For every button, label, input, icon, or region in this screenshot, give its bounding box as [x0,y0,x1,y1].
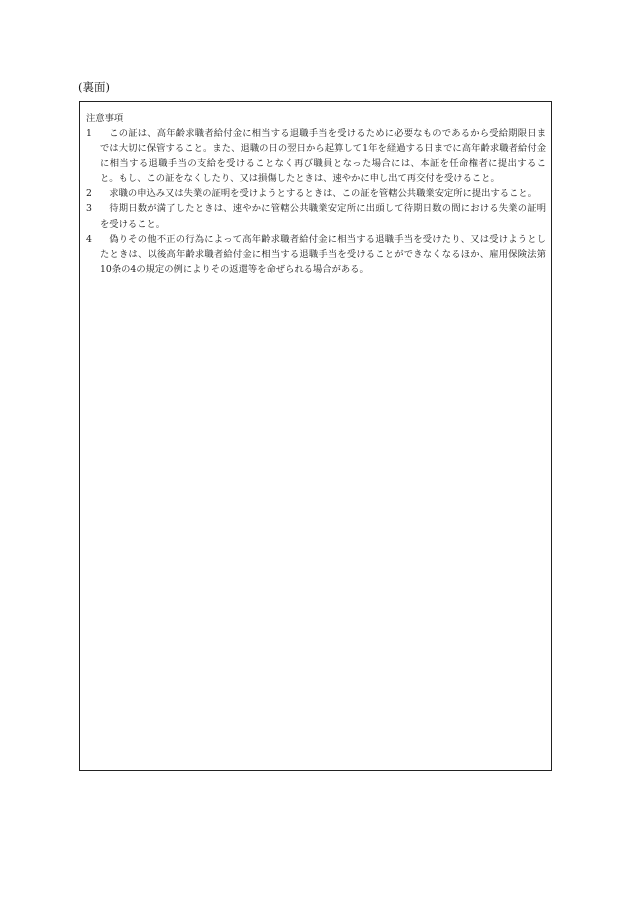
notice-item-text: 求職の申込み又は失業の証明を受けようとするときは、この証を管轄公共職業安定所に提出すること。 [109,188,537,200]
reverse-side-label: (裏面) [78,80,110,94]
notice-item-text: 偽りその他不正の行為によって高年齢求職者給付金に相当する退職手当を受けたり、又は受けようとしたときは、以後高年齢求職者給付金に相当する退職手当を受けることができなくなるほか、雇用保険法第10条の4の規定の例によりその返還等を命ぜられる場合がある。 [100,233,546,275]
notice-item-number: 3 [86,203,92,215]
notice-item-text: 待期日数が満了したときは、速やかに管轄公共職業安定所に出頭して待期日数の間における失業の証明を受けること。 [100,203,546,230]
notice-item-number: 2 [86,188,92,200]
notice-list [86,126,546,277]
notice-item-number: 1 [86,128,92,139]
notice-item-text: この証は、高年齢求職者給付金に相当する退職手当を受けるために必要なものであるから受給期限日までは大切に保管すること。また、退職の日の翌日から起算して1年を経過する日までに高年齢求職者給付金に相当する退職手当の支給を受けることなく再び職員となった場合には、本証を任命権者に提出すること。もし、この証をなくしたり、又は損傷したときは、速やかに申し出て再交付を受けること。 [100,128,546,185]
notice-item-number: 4 [86,233,92,245]
notice-heading: 注意事項 [86,113,124,124]
notice-item-2 [86,186,546,201]
notice-item-1 [86,126,546,186]
notice-item-4 [86,232,546,277]
notice-item-3 [86,201,546,231]
